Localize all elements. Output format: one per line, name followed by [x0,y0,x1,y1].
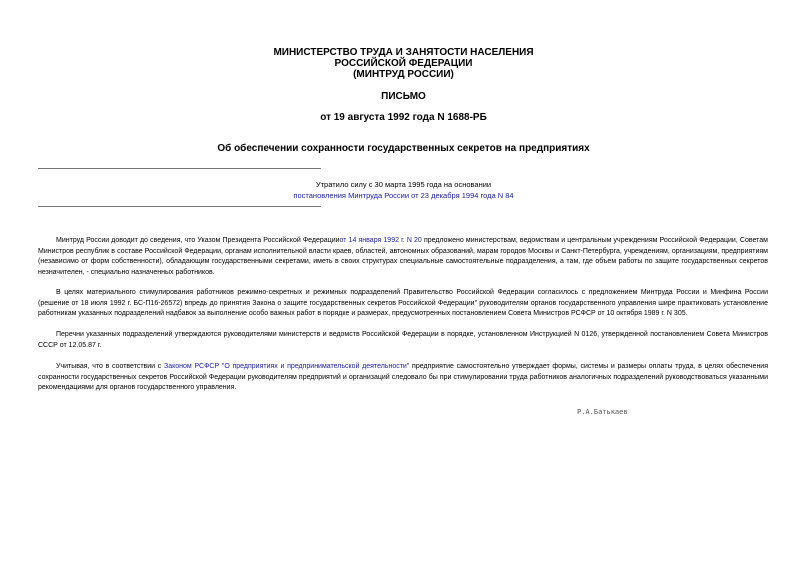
paragraph-1-text-a: Минтруд России доводит до сведения, что Указом Президента Российской Федерации [56,237,340,244]
paragraph-3: Перечни указанных подразделений утверждаются руководителями министерств и ведомств Российской Федерации в порядке, установленном Инструкцией N 0126, утвержденной постановлением Совета Министров СССР от 12.05.87 г. [38,331,768,349]
ministry-name-line-1: МИНИСТЕРСТВО ТРУДА И ЗАНЯТОСТИ НАСЕЛЕНИЯ [273,47,534,58]
document-subject: Об обеспечении сохранности государственных секретов на предприятиях [217,143,590,154]
paragraph-1 [38,236,768,278]
paragraph-4-text-a: Учитывая, что в соответствии с [56,363,165,370]
ministry-name-line-2: РОССИЙСКОЙ ФЕДЕРАЦИИ [334,58,473,69]
document-type: ПИСЬМО [381,91,426,102]
ministry-abbreviation: (МИНТРУД РОССИИ) [353,69,454,80]
paragraph-2: В целях материального стимулирования работников режимно-секретных и режимных подразделений Правительство Российской Федерации согласилось с предложением Минтруда России и Минфина России (решение от 18 июля 1992 г. БС-П16-26572) впредь до принятия Закона о защите государственных секретов Российской Федерации" руководителям органов государственного управления шире практиковать установление работникам указанных подразделений надбавок за выполнение особо важных работ в порядке и размерах, предусмотренных постановлением Совета Министров РСФСР от 10 октября 1989 г. N 305. [38,289,768,318]
paragraph-1-text-b: предложено министерствам, ведомствам и центральным учреждениям Российской Федерации, Советам Министров республик в составе Российской Федерации, органам исполнительной власти краев, областей, автономных образований, марам городов Москвы и Санкт-Петербурга, учреждениям, организациям, предприятиям (независимо от форм собственности), обладающим государственными секретами, иметь в своих структурах специальные самостоятельные подразделения, а там, где объем работы по защите государственных секретов незначителен, - специально назначенных работников. [38,237,768,276]
divider-bottom [38,206,321,207]
signature: Р.А.Батькаев [577,408,628,416]
paragraph-4-text-b: предприятие самостоятельно утверждает формы, системы и размеры оплаты труда, в целях обеспечения сохранности государственных секретов Российской Федерации руководителям предприятий и организаций следовало бы при стимулировании труда работников аналогичных подразделений руководствоваться указанными рекомендациями для органов государственного управления. [38,363,769,392]
status-note-link-line [0,191,807,201]
status-note-text: Утратило силу с 30 марта 1995 года на основании [315,180,492,189]
repeal-decree-link[interactable]: постановления Минтруда России от 23 декабря 1994 года N 84 [293,191,514,200]
enterprise-law-link[interactable]: Законом РСФСР "О предприятиях и предпринимательской деятельности" [164,363,410,370]
presidential-decree-link[interactable]: от 14 января 1992 г. N 20 [339,237,422,244]
paragraph-4 [38,362,768,394]
document-date-number: от 19 августа 1992 года N 1688-РБ [320,112,487,123]
divider-top [38,168,321,169]
